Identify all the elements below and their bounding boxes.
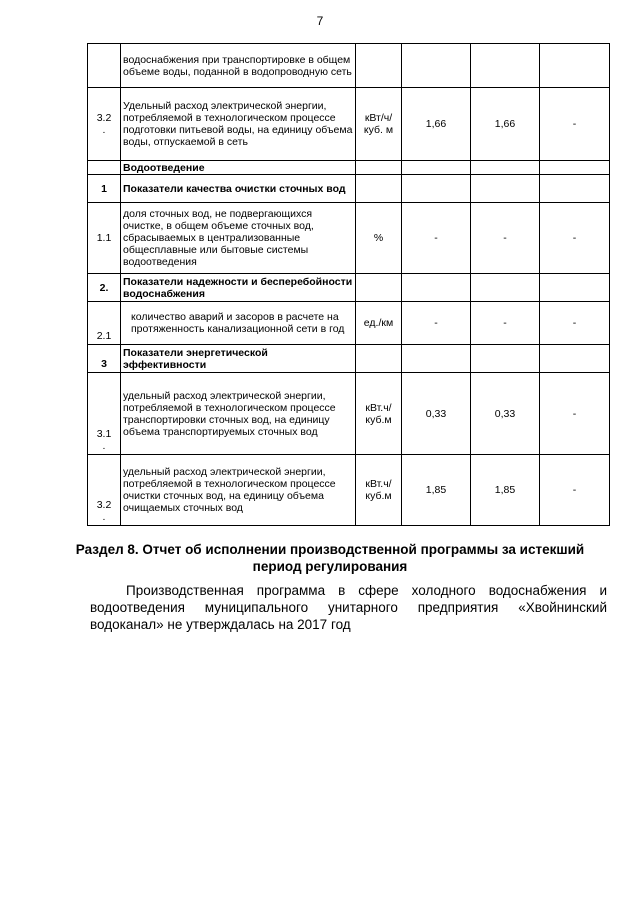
table-row xyxy=(88,161,610,175)
value-3 xyxy=(540,161,610,175)
value-1 xyxy=(402,161,471,175)
value-2 xyxy=(471,274,540,302)
unit xyxy=(356,161,402,175)
value-2: - xyxy=(471,302,540,345)
value-2: - xyxy=(471,203,540,274)
value-1: 1,85 xyxy=(402,455,471,526)
section-heading: Раздел 8. Отчет об исполнении производственной программы за истекший период регулирования xyxy=(75,542,585,574)
row-number: 3.2 . xyxy=(88,455,121,526)
row-number xyxy=(88,44,121,88)
value-2: 1,85 xyxy=(471,455,540,526)
value-3: - xyxy=(540,203,610,274)
value-1: 0,33 xyxy=(402,373,471,455)
table-row xyxy=(88,274,610,302)
indicator-name: Удельный расход электрической энергии, потребляемой в технологическом процессе подготовки питьевой воды, на единицу объема воды, отпускаемой в сеть xyxy=(121,88,356,161)
value-2 xyxy=(471,161,540,175)
row-number: 3 xyxy=(88,345,121,373)
table-row xyxy=(88,302,610,345)
indicator-name: доля сточных вод, не подвергающихся очистке, в общем объеме сточных вод, сбрасываемых в централизованные общесплавные или бытовые системы водоотведения xyxy=(121,203,356,274)
section-title: Показатели качества очистки сточных вод xyxy=(121,175,356,203)
unit xyxy=(356,274,402,302)
unit: кВт.ч/ куб.м xyxy=(356,455,402,526)
table-row xyxy=(88,455,610,526)
value-1 xyxy=(402,44,471,88)
unit: кВт/ч/ куб. м xyxy=(356,88,402,161)
value-1 xyxy=(402,274,471,302)
table-row xyxy=(88,203,610,274)
unit: кВт.ч/ куб.м xyxy=(356,373,402,455)
indicators-table xyxy=(87,43,610,526)
row-number: 3.2 . xyxy=(88,88,121,161)
table-row xyxy=(88,175,610,203)
value-2: 0,33 xyxy=(471,373,540,455)
value-3: - xyxy=(540,455,610,526)
unit xyxy=(356,175,402,203)
unit xyxy=(356,44,402,88)
value-3: - xyxy=(540,373,610,455)
row-number xyxy=(88,161,121,175)
page-number: 7 xyxy=(316,14,324,28)
indicator-name: водоснабжения при транспортировке в общем объеме воды, поданной в водопроводную сеть xyxy=(121,44,356,88)
indicator-name: удельный расход электрической энергии, потребляемой в технологическом процессе транспортировки сточных вод, на единицу объема транспортируемых сточных вод xyxy=(121,373,356,455)
value-3 xyxy=(540,345,610,373)
value-1: - xyxy=(402,203,471,274)
row-number: 1.1 xyxy=(88,203,121,274)
value-1: 1,66 xyxy=(402,88,471,161)
table-row xyxy=(88,345,610,373)
row-number: 3.1 . xyxy=(88,373,121,455)
row-number: 2.1 xyxy=(88,302,121,345)
row-number: 1 xyxy=(88,175,121,203)
section-title: Показатели энергетической эффективности xyxy=(121,345,356,373)
value-3 xyxy=(540,44,610,88)
row-number: 2. xyxy=(88,274,121,302)
unit: % xyxy=(356,203,402,274)
value-3: - xyxy=(540,302,610,345)
value-2 xyxy=(471,44,540,88)
value-1: - xyxy=(402,302,471,345)
table-row xyxy=(88,44,610,88)
value-3 xyxy=(540,175,610,203)
table-row xyxy=(88,88,610,161)
value-2 xyxy=(471,345,540,373)
section-title: Показатели надежности и бесперебойности водоснабжения xyxy=(121,274,356,302)
body-paragraph: Производственная программа в сфере холодного водоснабжения и водоотведения муниципального унитарного предприятия «Хвойнинский водоканал» не утверждалась на 2017 год xyxy=(90,583,607,632)
unit: ед./км xyxy=(356,302,402,345)
value-2 xyxy=(471,175,540,203)
indicator-name: удельный расход электрической энергии, потребляемой в технологическом процессе очистки сточных вод, на единицу объема очищаемых сточных вод xyxy=(121,455,356,526)
unit xyxy=(356,345,402,373)
value-1 xyxy=(402,345,471,373)
value-1 xyxy=(402,175,471,203)
indicator-name: количество аварий и засоров в расчете на протяженность канализационной сети в год xyxy=(121,302,356,345)
value-2: 1,66 xyxy=(471,88,540,161)
section-title: Водоотведение xyxy=(121,161,356,175)
table-row xyxy=(88,373,610,455)
value-3: - xyxy=(540,88,610,161)
value-3 xyxy=(540,274,610,302)
